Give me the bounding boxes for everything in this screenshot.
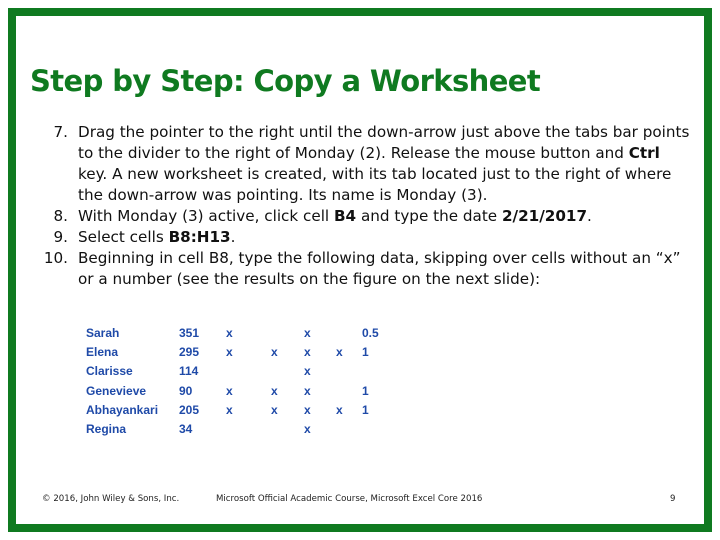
step-item	[30, 227, 690, 248]
table-cell-value: 1	[362, 402, 369, 417]
table-cell-count: 90	[179, 383, 193, 398]
table-cell-mark-c: x	[304, 383, 311, 398]
table-cell-mark-b: x	[271, 345, 278, 360]
step-number: 7.	[53, 123, 68, 141]
table-cell-mark-a: x	[226, 402, 233, 417]
table-cell-count: 34	[179, 422, 193, 436]
table-cell-name: Abhayankari	[86, 402, 159, 417]
table-cell-count: 114	[179, 364, 199, 379]
table-cell-name: Clarisse	[86, 364, 133, 379]
step-text: Drag the pointer to the right until the down-arrow just above the tabs bar points to the divider to the right of Monday (2). Release the mouse button and Ctrl key. A new worksheet is created, with its tab located just to the right of where the down-arrow was pointing. Its name is Monday (3).	[78, 123, 690, 204]
table-cell-mark-c: x	[304, 402, 311, 417]
step-text: Select cells B8:H13.	[78, 228, 236, 246]
step-item	[30, 206, 690, 227]
table-row	[86, 403, 406, 422]
slide-title: Step by Step: Copy a Worksheet	[30, 64, 541, 98]
footer-course: Microsoft Official Academic Course, Microsoft Excel Core 2016	[216, 494, 483, 504]
table-cell-count: 351	[179, 326, 200, 340]
table-row	[86, 364, 406, 383]
table-row	[86, 422, 406, 441]
table-cell-name: Genevieve	[86, 383, 147, 398]
table-cell-mark-c: x	[304, 326, 311, 340]
footer-page-number: 9	[670, 494, 676, 504]
table-cell-mark-a: x	[226, 345, 233, 360]
table-cell-mark-d: x	[336, 402, 343, 417]
table-cell-mark-b: x	[271, 402, 278, 417]
table-cell-mark-c: x	[304, 422, 311, 436]
table-cell-count: 295	[179, 345, 200, 360]
table-cell-value: 0.5	[362, 326, 379, 340]
step-number: 9.	[53, 228, 68, 246]
table-cell-mark-b: x	[271, 383, 278, 398]
table-row	[86, 326, 406, 345]
table-cell-count: 205	[179, 402, 200, 417]
table-row	[86, 384, 406, 403]
step-text: Beginning in cell B8, type the following data, skipping over cells without an “x” or a number (see the results on the figure on the next slide):	[78, 249, 681, 288]
table-cell-mark-c: x	[304, 364, 311, 379]
table-cell-value: 1	[362, 383, 369, 398]
table-cell-mark-a: x	[226, 326, 233, 340]
step-text: With Monday (3) active, click cell B4 and type the date 2/21/2017.	[78, 207, 592, 225]
table-cell-name: Elena	[86, 345, 119, 360]
table-cell-value: 1	[362, 345, 369, 360]
table-cell-mark-a: x	[226, 383, 233, 398]
table-cell-name: Regina	[86, 422, 127, 436]
step-list	[30, 122, 690, 290]
step-number: 10.	[43, 249, 68, 267]
table-cell-name: Sarah	[86, 326, 120, 340]
step-item	[30, 122, 690, 206]
footer-copyright: © 2016, John Wiley & Sons, Inc.	[42, 494, 180, 504]
step-number: 8.	[53, 207, 68, 225]
table-cell-mark-c: x	[304, 345, 311, 360]
table-cell-mark-d: x	[336, 345, 343, 360]
step-item	[30, 248, 690, 290]
table-row	[86, 345, 406, 364]
